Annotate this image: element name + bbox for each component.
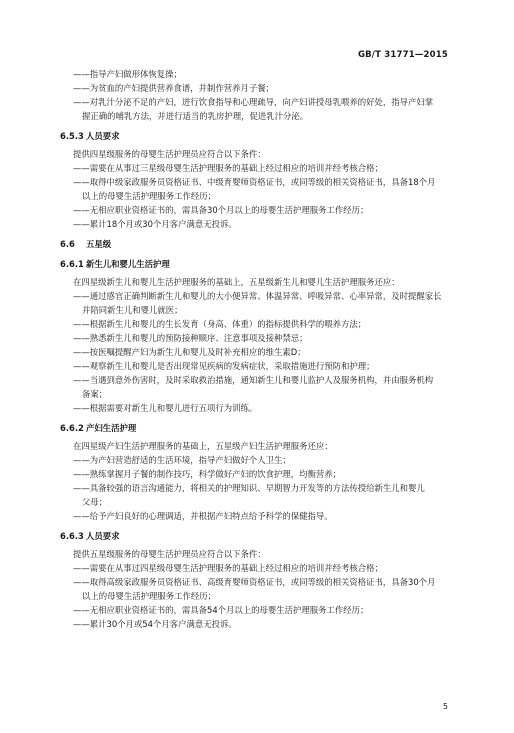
- list-item: ——累计30个月或54个月客户满意无投诉。: [73, 619, 237, 629]
- list-item: ——当遇到意外伤害时，及时采取救治措施，通知新生儿和婴儿监护人及服务机构，并由服务机构: [73, 375, 434, 385]
- section-heading: [60, 257, 456, 271]
- list-item: ——熟悉新生儿和婴儿的预防接种顺序、注意事项及接种禁忌；: [73, 333, 308, 343]
- section-heading: [60, 421, 456, 435]
- list-item: ——按医嘱提醒产妇为新生儿和婴儿及时补充相应的维生素D；: [73, 347, 306, 357]
- section-number: 6.6.2: [60, 423, 84, 433]
- section-heading: [60, 237, 456, 251]
- section-title: 新生儿和婴儿生活护理: [86, 259, 170, 269]
- list-item-continuation: 备案；: [82, 389, 108, 399]
- section-number: 6.6.1: [60, 259, 84, 269]
- section-title: 人员要求: [86, 531, 120, 541]
- list-item: ——通过感官正确判断新生儿和婴儿的大小便异常、体温异常、呼吸异常、心率异常，及时提醒家长: [73, 291, 442, 301]
- page-number: 5: [442, 702, 448, 711]
- list-item: ——给予产妇良好的心理调适，并根据产妇特点给予科学的保健指导。: [73, 511, 333, 521]
- list-item: ——为贫血的产妇提供营养食谱，并制作营养月子餐；: [73, 83, 274, 93]
- section-number: 6.6.3: [60, 531, 84, 541]
- list-item: ——熟练掌握月子餐的制作技巧，科学做好产妇的饮食护理，均衡营养；: [73, 469, 341, 479]
- standard-number: GB/T 31771—2015: [357, 50, 448, 60]
- section-title: 人员要求: [86, 131, 120, 141]
- list-item: ——无相应职业资格证书的，需具备54个月以上的母婴生活护理服务工作经历；: [73, 605, 369, 615]
- list-item: ——为产妇营造舒适的生活环境，指导产妇做好个人卫生；: [73, 455, 291, 465]
- list-item-continuation: 并陪同新生儿和婴儿就医；: [82, 305, 183, 315]
- section-number: 6.6: [60, 239, 75, 249]
- paragraph: 提供四星级服务的母婴生活护理员应符合以下条件：: [73, 149, 266, 159]
- list-item: ——根据需要对新生儿和婴儿进行五项行为训练。: [73, 403, 258, 413]
- section-number: 6.5.3: [60, 131, 84, 141]
- list-item: ——对乳汁分泌不足的产妇，进行饮食指导和心理疏导，向产妇讲授母乳喂养的好处，指导产妇掌: [73, 97, 434, 107]
- list-item: ——需要在从事过三星级母婴生活护理服务的基础上经过相应的培训并经考核合格；: [73, 163, 383, 173]
- list-item: ——指导产妇做形体恢复操；: [73, 69, 182, 79]
- section-heading: [60, 129, 456, 143]
- document-body: [60, 67, 456, 631]
- list-item-continuation: 以上的母婴生活护理服务工作经历；: [82, 591, 216, 601]
- list-item: ——取得高级家政服务员资格证书、高级育婴师资格证书，或同等级的相关资格证书，具备30个月: [73, 577, 436, 587]
- list-item: ——具备较强的语言沟通能力，将相关的护理知识、早期智力开发等的方法传授给新生儿和婴儿: [73, 483, 425, 493]
- paragraph: 在四星级产妇生活护理服务的基础上，五星级产妇生活护理服务还应：: [73, 441, 333, 451]
- list-item: ——取得中级家政服务员资格证书、中级育婴师资格证书，或同等级的相关资格证书，具备18个月: [73, 177, 436, 187]
- section-title: 五星级: [86, 239, 112, 249]
- list-item: ——观察新生儿和婴儿是否出现常见疾病的发病症状，采取措施进行预防和护理；: [73, 361, 375, 371]
- list-item: ——无相应职业资格证书的，需具备30个月以上的母婴生活护理服务工作经历；: [73, 205, 369, 215]
- list-item-continuation: 握正确的哺乳方法，并进行适当的乳房护理，促进乳汁分泌。: [82, 111, 309, 121]
- list-item-continuation: 以上的母婴生活护理服务工作经历；: [82, 191, 216, 201]
- list-item: ——累计18个月或30个月客户满意无投诉。: [73, 219, 237, 229]
- list-item: ——根据新生儿和婴儿的生长发育（身高、体重）的指标提供科学的喂养方法；: [73, 319, 367, 329]
- section-heading: [60, 529, 456, 543]
- section-title: 产妇生活护理: [86, 423, 137, 433]
- paragraph: 提供五星级服务的母婴生活护理员应符合以下条件：: [73, 549, 266, 559]
- list-item-continuation: 父母；: [82, 497, 108, 507]
- list-item: ——需要在从事过四星级母婴生活护理服务的基础上经过相应的培训并经考核合格；: [73, 563, 383, 573]
- paragraph: 在四星级新生儿和婴儿生活护理服务的基础上，五星级新生儿和婴儿生活护理服务还应：: [73, 277, 400, 287]
